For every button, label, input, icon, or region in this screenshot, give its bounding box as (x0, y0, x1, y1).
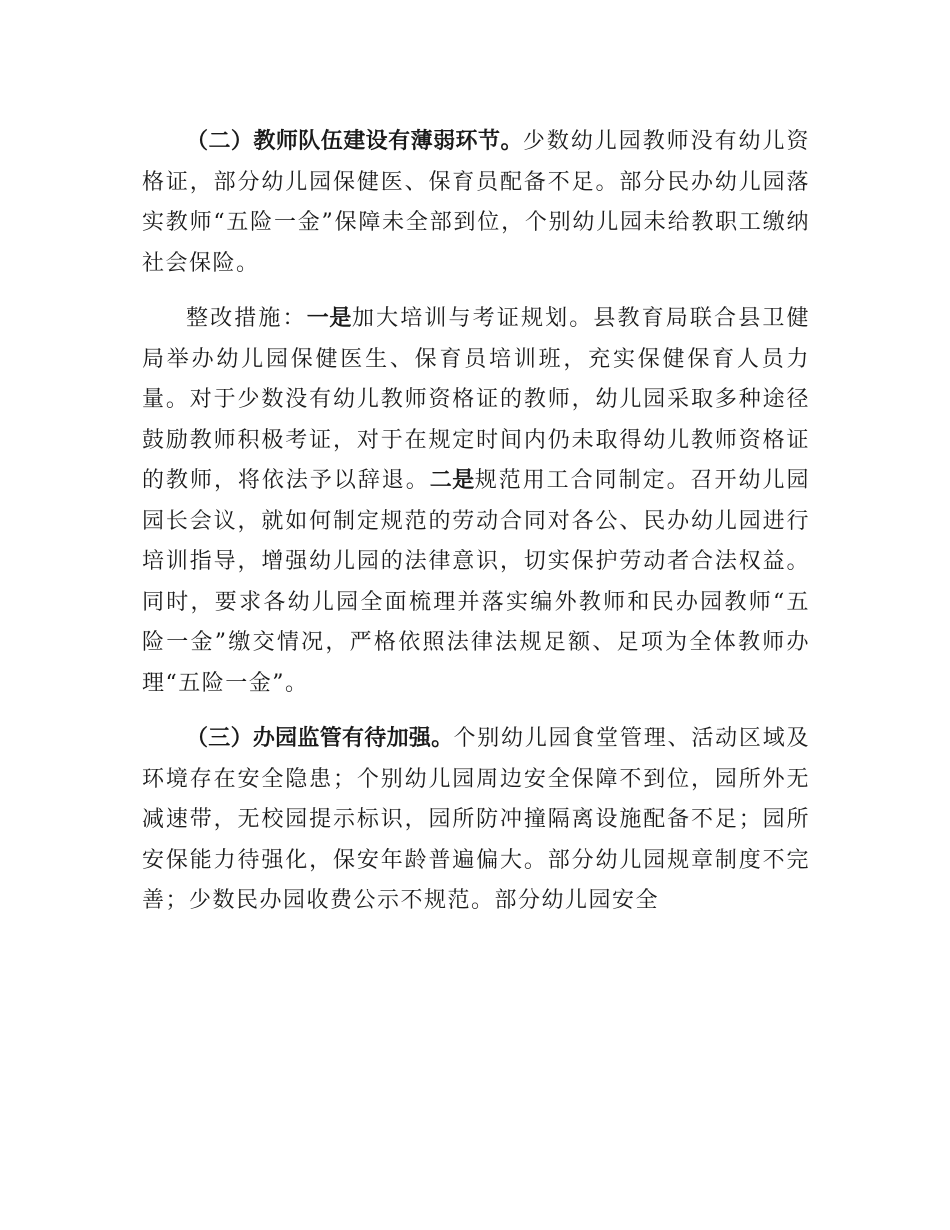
section-body: 个别幼儿园食堂管理、活动区域及环境存在安全隐患；个别幼儿园周边安全保障不到位，园所外无减速带，无校园提示标识，园所防冲撞隔离设施配备不足；园所安保能力待强化，保安年龄普遍偏大。部分幼儿园规章制度不完善；少数民办园收费公示不规范。部分幼儿园安全 (142, 726, 810, 913)
measure-1-text: 加大培训与考证规划。县教育局联合县卫健局举办幼儿园保健医生、保育员培训班，充实保健保育人员力量。对于少数没有幼儿教师资格证的教师，幼儿园采取多种途径鼓励教师积极考证，对于在规定时间内仍未取得幼儿教师资格证的教师，将依法予以辞退。 (142, 306, 810, 493)
section-body: 少数幼儿园教师没有幼儿资格证，部分幼儿园保健医、保育员配备不足。部分民办幼儿园落实教师“五险一金”保障未全部到位，个别幼儿园未给教职工缴纳社会保险。 (142, 129, 810, 276)
section-heading: （二）教师队伍建设有薄弱环节。 (186, 129, 523, 154)
measure-1-label: 一是 (306, 306, 352, 331)
rectification-measures (142, 299, 810, 704)
section-teacher-team (142, 122, 810, 284)
measure-2-text: 规范用工合同制定。召开幼儿园园长会议，就如何制定规范的劳动合同对各公、民办幼儿园进行培训指导，增强幼儿园的法律意识，切实保护劳动者合法权益。同时，要求各幼儿园全面梳理并落实编外教师和民办园教师“五险一金”缴交情况，严格依照法律法规足额、足项为全体教师办理“五险一金”。 (142, 468, 810, 696)
document-page (142, 122, 810, 937)
section-supervision (142, 719, 810, 922)
measure-2-label: 二是 (429, 468, 475, 493)
measures-intro: 整改措施： (186, 306, 307, 331)
section-heading: （三）办园监管有待加强。 (186, 726, 454, 751)
